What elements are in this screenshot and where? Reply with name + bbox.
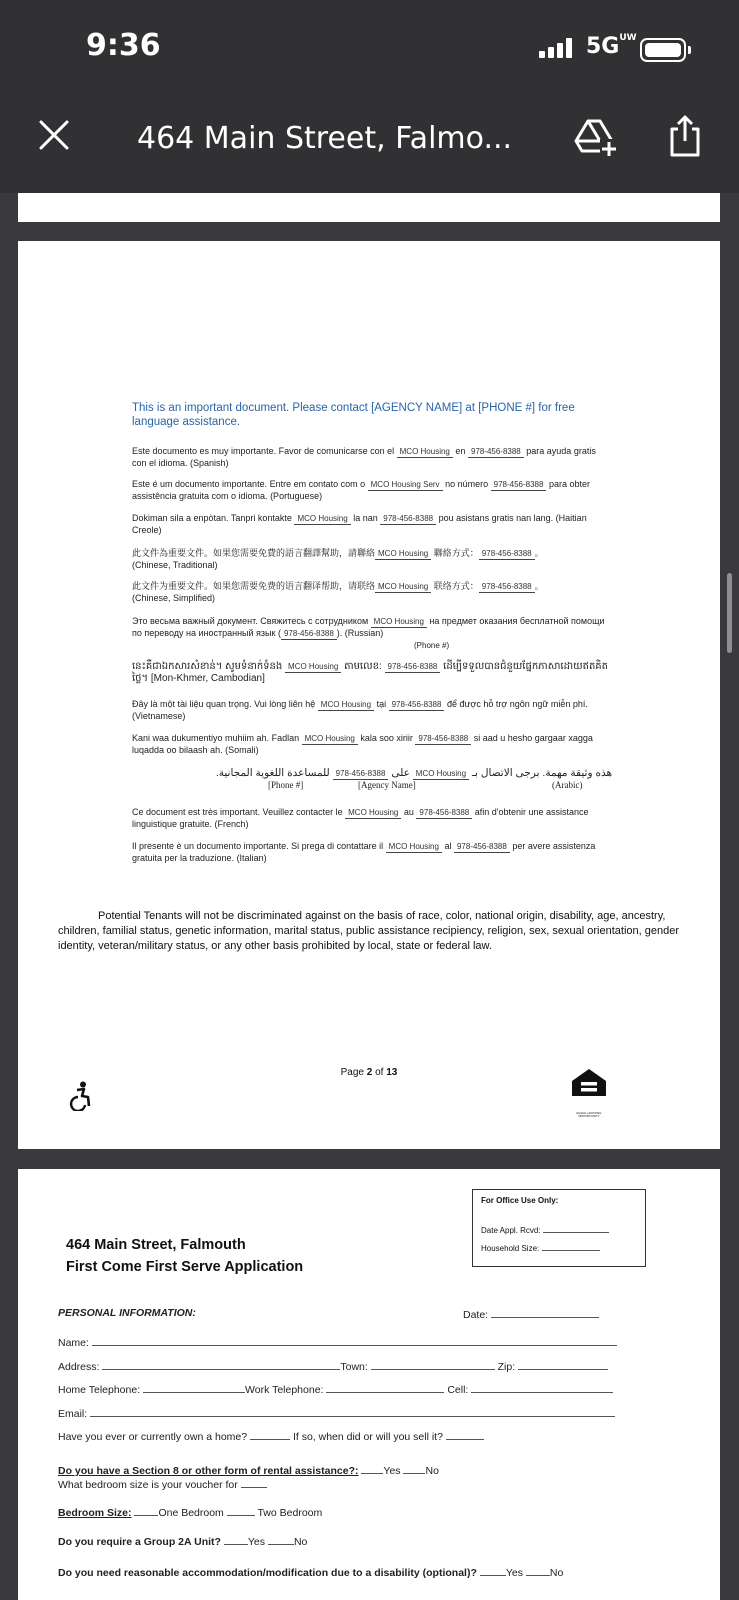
accommodation-yes-field[interactable] (480, 1565, 506, 1576)
home-ownership-row: Have you ever or currently own a home? If so, when did or will you sell it? (58, 1429, 698, 1443)
lang-portuguese: Este é um documento importante. Entre em contato com o MCO Housing Serv no número 978-456-8388 para obter assistência gratuita com o idioma. (Portuguese) (132, 479, 590, 501)
lang-arabic: هذه وثيقة مهمة. برجى الاتصال بـ MCO Housing على 978-456-8388 للمساعدة اللغوية المجانية. [Phone #] [Agency Name] (Arabic) (215, 767, 612, 790)
bedroom-size-row: Bedroom Size: One Bedroom Two Bedroom (58, 1507, 323, 1519)
cell-field[interactable] (471, 1382, 613, 1393)
telephone-row: Home Telephone: Work Telephone: Cell: (58, 1382, 698, 1396)
viewer-toolbar (0, 95, 739, 193)
add-to-drive-button[interactable] (574, 117, 618, 162)
non-discrimination-statement: Potential Tenants will not be discriminated against on the basis of race, color, national origin, disability, age, ancestry, children, familial status, genetic information, marital status, public assistance recipiency, religion, sex, sexual orientation, gender identity, veteran/military status, or any other basis prohibited by local, state or federal law. (58, 910, 679, 952)
date-field[interactable] (491, 1307, 599, 1318)
section8-row: Do you have a Section 8 or other form of rental assistance?: Yes No (58, 1465, 439, 1477)
document-viewer[interactable] (0, 193, 739, 1600)
home-telephone-field[interactable] (143, 1382, 245, 1393)
address-field[interactable] (102, 1359, 340, 1370)
page-number: Page 2 of 13 (340, 1067, 398, 1078)
lang-somali: Kani waa dukumentiyo muhiim ah. Fadlan MCO Housing kala soo xiriir 978-456-8388 si aad u hesho gargaar xagga luqadda oo bilaash ah. (Somali) (132, 733, 593, 755)
document-title: 464 Main Street, Falmo... (137, 121, 513, 156)
voucher-size-field[interactable] (241, 1477, 267, 1488)
accommodation-row: Do you need reasonable accommodation/modification due to a disability (optional)? Yes No (58, 1567, 564, 1579)
personal-info-row: PERSONAL INFORMATION: Date: (58, 1307, 698, 1319)
property-heading: 464 Main Street, Falmouth (66, 1237, 246, 1253)
group2a-no-field[interactable] (268, 1534, 294, 1545)
section8-no-field[interactable] (403, 1463, 425, 1474)
share-button[interactable] (668, 113, 702, 164)
page-2 (18, 241, 720, 1149)
lang-french: Ce document est très important. Veuillez contacter le MCO Housing au 978-456-8388 afin d'obtenir une assistance linguistique gratuite. (French) (132, 807, 589, 829)
email-row: Email: (58, 1406, 698, 1420)
voucher-row: What bedroom size is your voucher for (58, 1477, 698, 1491)
email-field[interactable] (90, 1406, 615, 1417)
group2a-yes-field[interactable] (224, 1534, 248, 1545)
equal-housing-icon: EQUAL HOUSING OPPORTUNITY (570, 1067, 608, 1118)
battery-icon (640, 38, 686, 62)
accommodation-no-field[interactable] (526, 1565, 550, 1576)
lang-vietnamese: Đây là một tài liệu quan trọng. Vui lòng liên hệ MCO Housing tại 978-456-8388 để được hỗ trợ ngôn ngữ miễn phí. (Vietnamese) (132, 699, 588, 721)
accessibility-icon (68, 1081, 94, 1116)
one-bedroom-field[interactable] (134, 1505, 158, 1516)
status-bar (0, 0, 739, 95)
page-1-bottom (18, 193, 720, 222)
share-icon (668, 113, 702, 159)
language-notice: This is an important document. Please contact [AGENCY NAME] at [PHONE #] for free language assistance. (132, 402, 575, 428)
page-3 (18, 1169, 720, 1600)
status-time: 9:36 (86, 28, 161, 63)
town-field[interactable] (371, 1359, 495, 1370)
lang-khmer: នេះគឺជាឯកសារសំខាន់។ សូមទំនាក់ទំនង MCO Housing តាមលេខ: 978-456-8388 ដើម្បីទទួលបានជំនួយផ្នែកភាសាដោយឥតគិតថ្លៃ។ [Mon-Khmer, Cambodian] (132, 661, 608, 684)
zip-field[interactable] (518, 1359, 608, 1370)
lang-russian: Это весьма важный документ. Свяжитесь с сотрудником MCO Housing на предмет оказания бесплатной помощи по переводу на иностранный язык ( 978-456-8388 ). (Russian) (Phone #) (132, 616, 605, 650)
network-label: 5GUW (586, 33, 637, 59)
lang-chinese-traditional: 此文件為重要文件。如果您需要免費的語言翻譯幫助，請聯絡 MCO Housing 聯絡方式： 978-456-8388 。 (Chinese, Traditional) (132, 548, 544, 570)
office-use-box: For Office Use Only: Date Appl. Rcvd: Household Size: (472, 1189, 646, 1267)
add-to-drive-icon (574, 117, 618, 157)
application-heading: First Come First Serve Application (66, 1259, 304, 1275)
sell-home-field[interactable] (446, 1429, 484, 1440)
own-home-field[interactable] (250, 1429, 290, 1440)
lang-spanish: Este documento es muy importante. Favor de comunicarse con el MCO Housing en 978-456-8388 para ayuda gratis con el idioma. (Spanish) (132, 446, 596, 468)
scrollbar-thumb[interactable] (727, 573, 732, 653)
lang-haitian: Dokiman sila a enpòtan. Tanpri kontakte MCO Housing la nan 978-456-8388 pou asistans gratis nan lang. (Haitian Creole) (132, 513, 587, 535)
lang-italian: Il presente è un documento importante. Si prega di contattare il MCO Housing al 978-456-8388 per avere assistenza gratuita per la traduzione. (Italian) (132, 841, 596, 863)
section8-yes-field[interactable] (361, 1463, 383, 1474)
lang-chinese-simplified: 此文件为重要文件。如果您需要免费的语言翻译帮助，请联络 MCO Housing 联络方式： 978-456-8388 。 (Chinese, Simplified) (132, 581, 544, 603)
two-bedroom-field[interactable] (227, 1505, 255, 1516)
name-row: Name: (58, 1335, 698, 1349)
address-row: Address: Town: Zip: (58, 1359, 698, 1373)
name-field[interactable] (92, 1335, 617, 1346)
group2a-row: Do you require a Group 2A Unit? Yes No (58, 1536, 308, 1548)
close-icon (36, 117, 72, 153)
close-button[interactable] (36, 117, 72, 153)
work-telephone-field[interactable] (326, 1382, 444, 1393)
